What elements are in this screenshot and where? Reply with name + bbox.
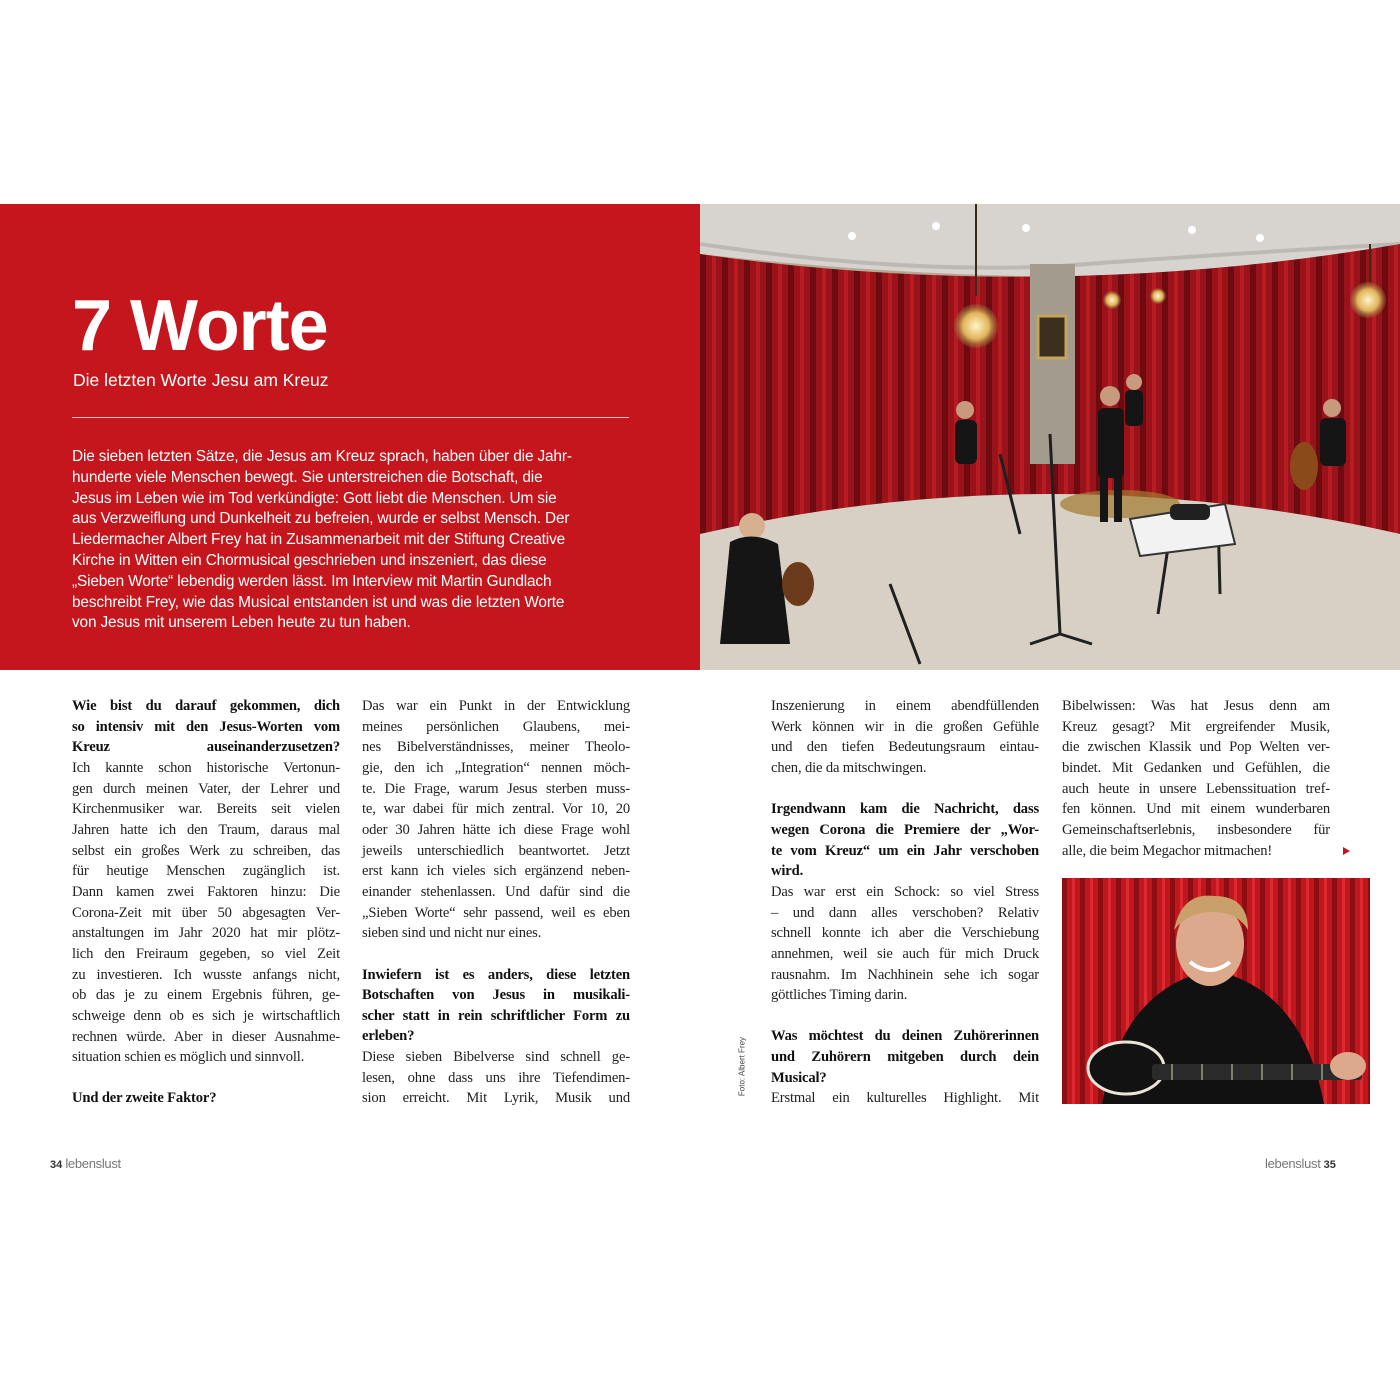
text-column-4 — [1062, 696, 1330, 861]
page-number: 35 — [1323, 1159, 1336, 1171]
body-line: auch heute in unsere Lebenssituation tref- — [1062, 780, 1330, 797]
body-line: situation schien es möglich und sinnvoll. — [72, 1049, 305, 1066]
body-line: zu investieren. Ich wusste anfangs nicht, — [72, 966, 340, 983]
question-line: Irgendwann kam die Nachricht, dass — [771, 801, 1039, 818]
question-line: te vom Kreuz“ um ein Jahr verschoben — [771, 842, 1039, 859]
lead-line: beschreibt Frey, wie das Musical entstanden ist und was die letzten Worte — [72, 593, 565, 611]
lead-line: hunderte viele Menschen bewegt. Sie unterstreichen die Botschaft, die — [72, 468, 543, 486]
page-number: 34 — [50, 1159, 63, 1171]
body-line: rausnahm. Im Nachhinein sehe ich sogar — [771, 966, 1039, 983]
body-line: Bibelwissen: Was hat Jesus denn am — [1062, 698, 1330, 714]
text-column-3 — [771, 696, 1039, 1109]
portrait-photo — [1062, 878, 1370, 1104]
body-line: te, war dabei für mich zentral. Vor 10, 20 — [362, 801, 630, 818]
magazine-brand: lebenslust — [65, 1156, 121, 1171]
continue-arrow-icon — [1343, 847, 1350, 855]
paragraph-gap — [771, 1006, 1039, 1027]
body-line: lich den Freiraum gegeben, so viel Zeit — [72, 945, 340, 962]
body-line: fen können. Und mit einem wunderbaren — [1062, 801, 1330, 818]
lead-line: Liedermacher Albert Frey hat in Zusammenarbeit mit der Stiftung Creative — [72, 531, 566, 549]
body-line: Jahren hatte ich den Traum, daraus mal — [72, 821, 340, 838]
question-line: wegen Corona die Premiere der „Wor- — [771, 821, 1039, 838]
body-line: erst kann ich vieles sich ergänzend neben- — [362, 863, 630, 880]
body-line: lesen, ohne dass uns ihre Tiefendimen- — [362, 1069, 630, 1086]
body-line: Das war ein Punkt in der Entwicklung — [362, 698, 630, 714]
divider — [72, 417, 629, 418]
body-line: selbst ein großes Werk zu schreiben, das — [72, 842, 340, 859]
question-line: Und der zweite Faktor? — [72, 1090, 217, 1107]
body-line: Kreuz gesagt? Mit ergreifender Musik, — [1062, 718, 1330, 735]
body-line: – und dann alles verschoben? Relativ — [771, 904, 1039, 921]
question-line: Was möchtest du deinen Zuhörerinnen — [771, 1028, 1039, 1045]
body-line: chen, die da mitschwingen. — [771, 759, 927, 776]
question-line: Musical? — [771, 1069, 827, 1086]
lead-line: aus Verzweiflung und Dunkelheit zu befreien, wurde er selbst Mensch. Der — [72, 510, 570, 528]
lead-line: „Sieben Worte“ lebendig werden lässt. Im Interview mit Martin Gundlach — [72, 572, 552, 590]
body-line: gie, den ich „Integration“ nennen möch- — [362, 759, 630, 776]
lead-line: von Jesus mit unserem Leben heute zu tun haben. — [72, 614, 411, 632]
body-line: für heutige Menschen zugänglich ist. — [72, 863, 340, 880]
question-line: Botschaften von Jesus in musikali- — [362, 987, 630, 1004]
body-line: rechnen würde. Aber in dieser Ausnahme- — [72, 1028, 340, 1045]
body-line: Diese sieben Bibelverse sind schnell ge- — [362, 1049, 630, 1066]
studio-photo — [700, 204, 1400, 670]
article-subtitle: Die letzten Worte Jesu am Kreuz — [73, 370, 329, 390]
body-line: gen durch meinen Vater, der Lehrer und — [72, 780, 340, 797]
body-line: ob das je zu einem Ergebnis führen, ge- — [72, 987, 340, 1004]
article-title: 7 Worte — [72, 286, 328, 366]
photo-credit: Foto: Albert Frey — [737, 1036, 747, 1097]
body-line: sieben sind und nicht nur eines. — [362, 925, 542, 942]
body-line: Gemeinschaftserlebnis, insbesondere für — [1062, 821, 1330, 838]
text-column-1 — [72, 696, 340, 1109]
body-line: schnell konnte ich aber die Verschiebung — [771, 925, 1039, 942]
paragraph-gap — [72, 1068, 340, 1089]
lead-line: Die sieben letzten Sätze, die Jesus am Kreuz sprach, haben über die Jahr- — [72, 448, 572, 465]
body-line: schweige denn ob es sich je wirtschaftlich — [72, 1007, 340, 1024]
question-line: und Zuhörern mitgeben durch dein — [771, 1049, 1039, 1066]
body-line: alle, die beim Megachor mitmachen! — [1062, 842, 1273, 859]
lead-line: Jesus im Leben wie im Tod verkündigte: Gott liebt die Menschen. Um sie — [72, 489, 557, 507]
body-line: Das war erst ein Schock: so viel Stress — [771, 883, 1039, 900]
body-line: Erstmal ein kulturelles Highlight. Mit — [771, 1090, 1039, 1107]
question-line: erleben? — [362, 1028, 415, 1045]
body-line: meines persönlichen Glaubens, mei- — [362, 718, 630, 735]
body-line: jeweils unterschiedlich beantwortet. Jetzt — [362, 842, 630, 859]
paragraph-gap — [771, 779, 1039, 800]
body-line: Corona-Zeit mit über 50 abgesagten Ver- — [72, 904, 340, 921]
lead-line: Kirche in Witten ein Chormusical geschrieben und inszeniert, das diese — [72, 551, 547, 569]
body-line: anstaltungen im Jahr 2020 hat mir plötz- — [72, 925, 340, 942]
body-line: oder 30 Jahren hätte ich diese Frage wohl — [362, 821, 630, 838]
body-line: bindet. Mit Gedanken und Gefühlen, die — [1062, 759, 1330, 776]
magazine-brand: lebenslust — [1265, 1156, 1321, 1171]
body-line: göttliches Timing darin. — [771, 987, 908, 1004]
body-line: einander stehenlassen. Und dafür sind die — [362, 883, 630, 900]
page-footer-right — [1265, 1156, 1336, 1171]
paragraph-gap — [362, 944, 630, 965]
text-column-2 — [362, 696, 630, 1109]
body-line: und den tiefen Bedeutungsraum eintau- — [771, 739, 1039, 756]
body-line: sion erreicht. Mit Lyrik, Musik und — [362, 1090, 630, 1107]
lead-paragraph — [72, 447, 617, 634]
body-line: nes Bibelverständnisses, meiner Theolo- — [362, 739, 630, 756]
body-line: Ich kannte schon historische Vertonun- — [72, 759, 340, 776]
page-footer-left — [50, 1156, 121, 1171]
question-line: so intensiv mit den Jesus-Worten vom — [72, 718, 340, 735]
question-line: Inwiefern ist es anders, diese letzten — [362, 966, 630, 983]
body-line: Dann kamen zwei Faktoren hinzu: Die — [72, 883, 340, 900]
question-line: scher statt in rein schriftlicher Form zu — [362, 1007, 630, 1024]
question-line: wird. — [771, 863, 804, 880]
body-line: die zwischen Klassik und Pop Welten ver- — [1062, 739, 1330, 756]
body-line: Werk können wir in die großen Gefühle — [771, 718, 1039, 735]
body-line: te. Die Frage, warum Jesus sterben muss- — [362, 780, 630, 797]
body-line: „Sieben Worte“ sehr passend, weil es eben — [362, 904, 630, 921]
question-line: Wie bist du darauf gekommen, dich — [72, 698, 340, 714]
body-line: Inszenierung in einem abendfüllenden — [771, 698, 1039, 714]
body-line: Kirchenmusiker war. Bereits seit vielen — [72, 801, 340, 818]
question-line: Kreuz auseinanderzusetzen? — [72, 739, 340, 756]
body-line: annehmen, weil sie auch für mich Druck — [771, 945, 1039, 962]
